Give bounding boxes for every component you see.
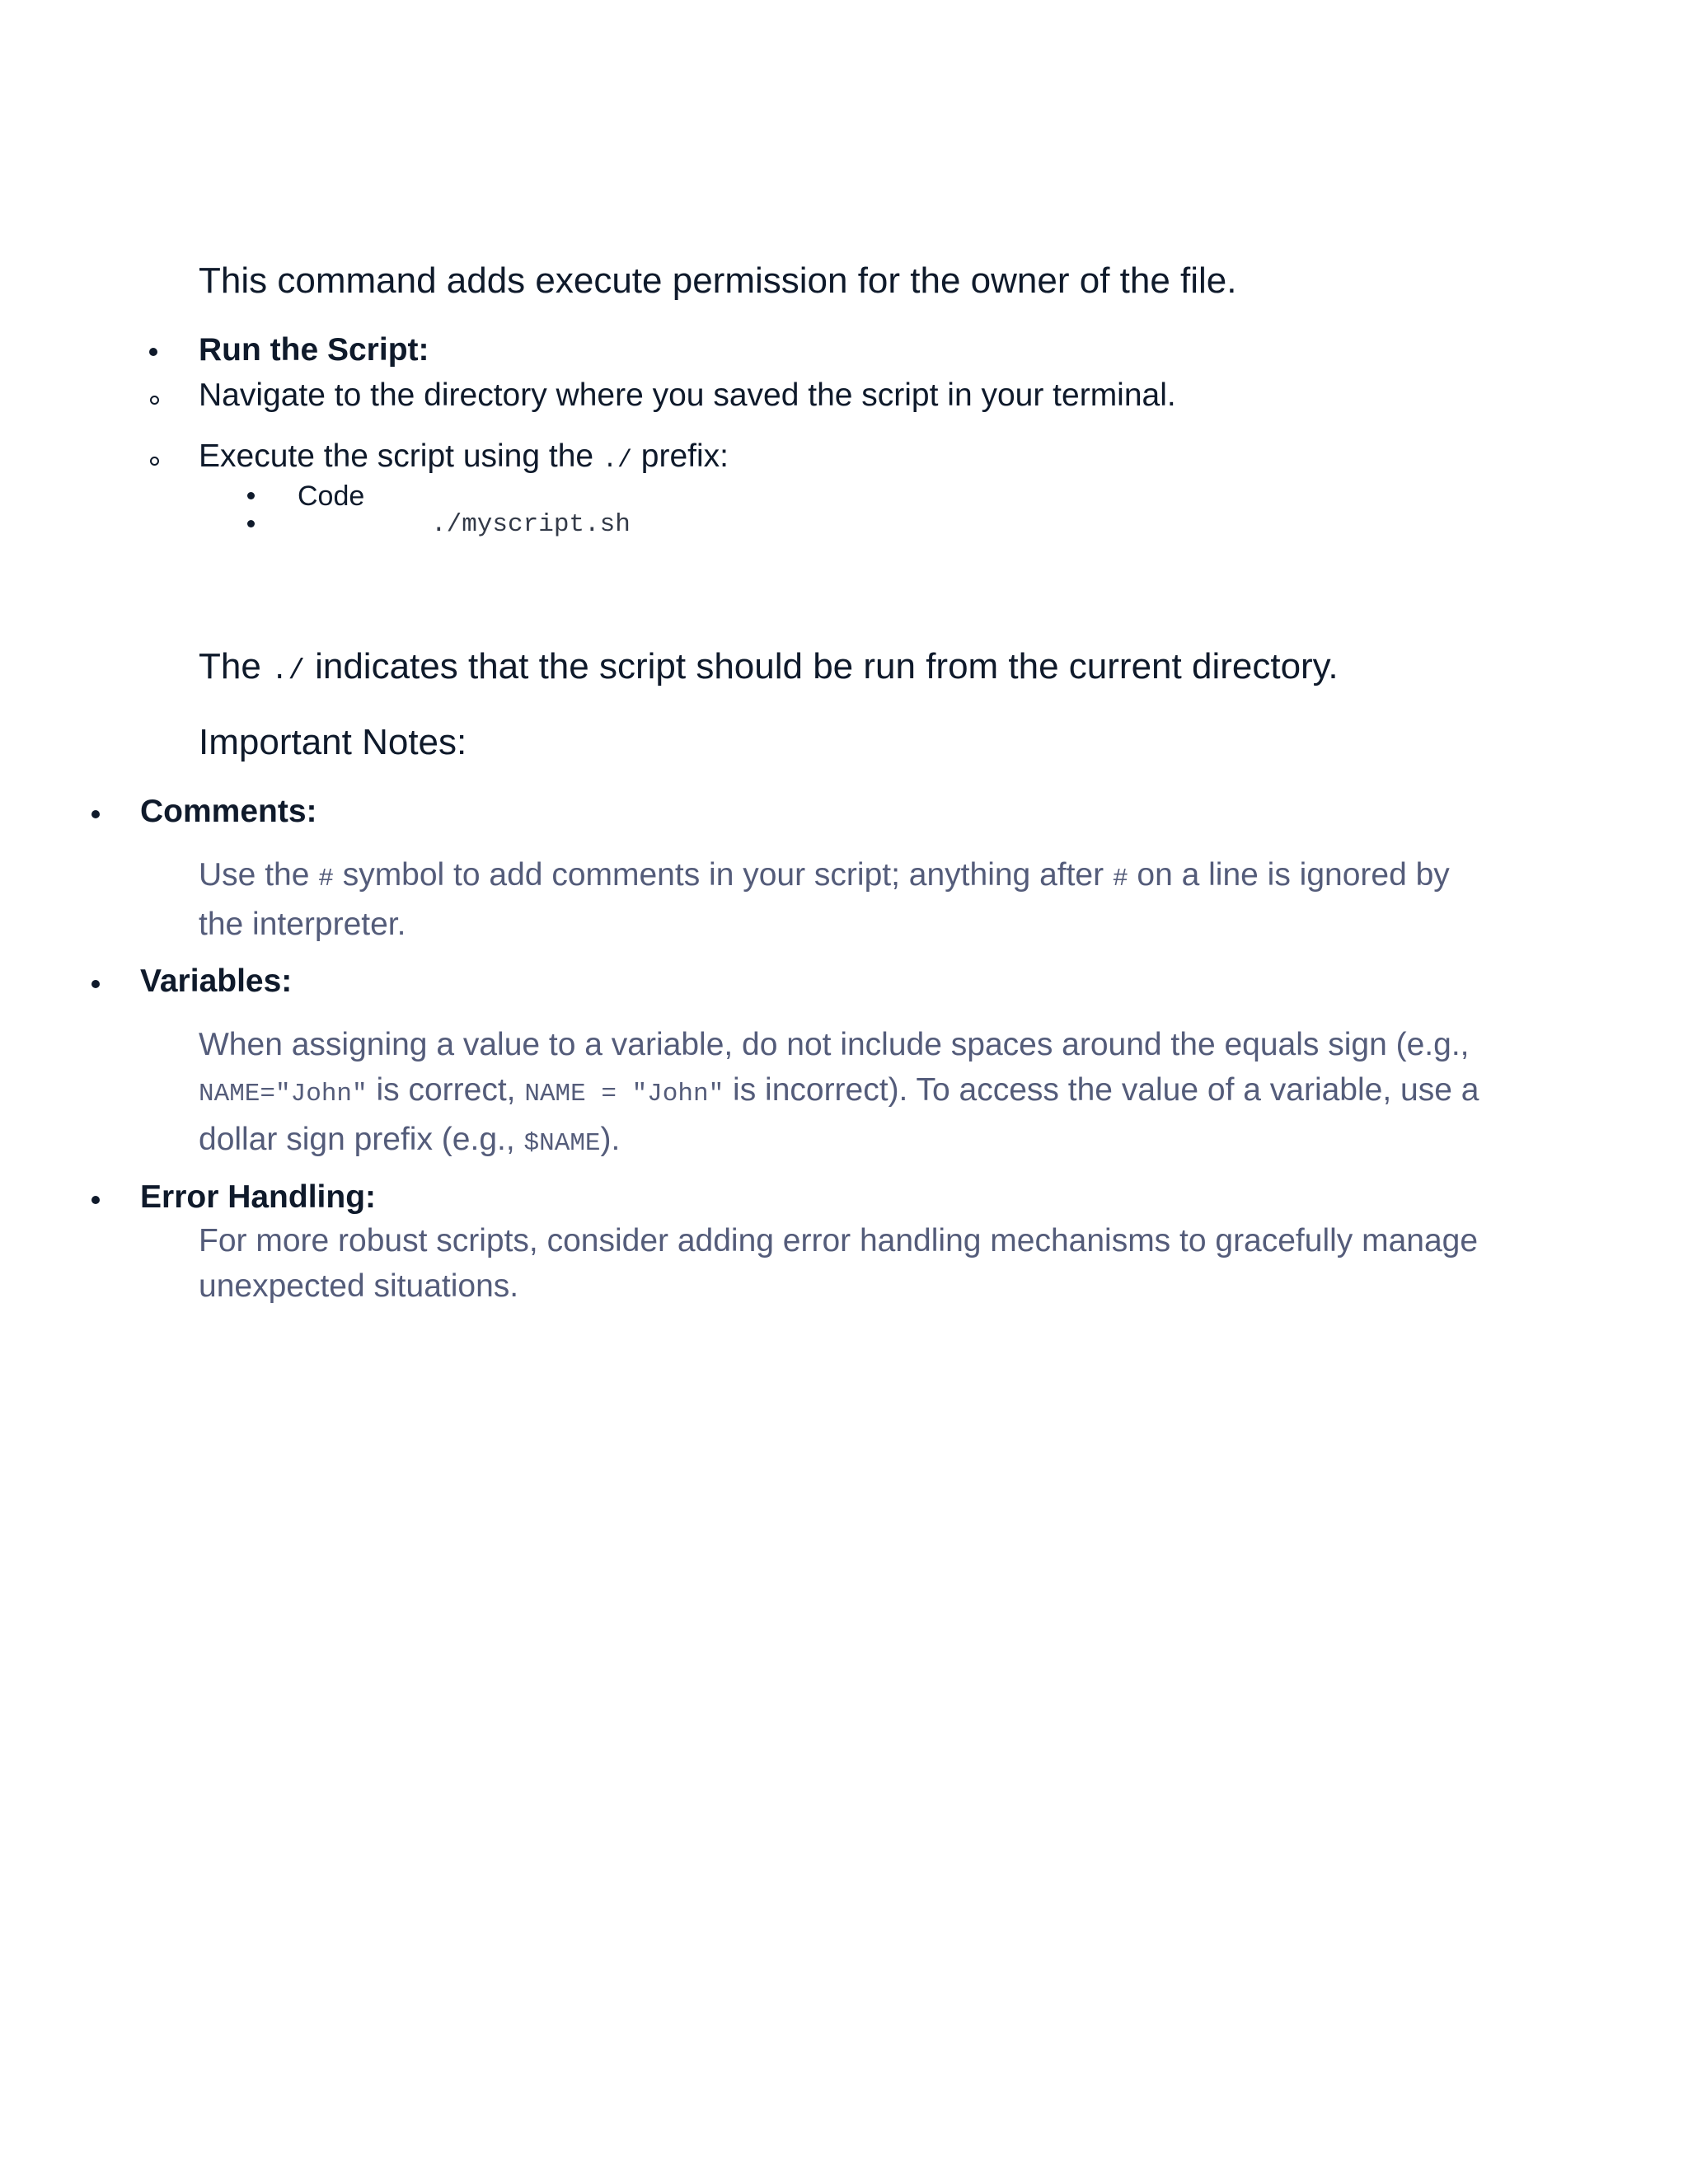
dollar-name-code: $NAME	[523, 1129, 601, 1158]
variables-title: Variables:	[140, 963, 293, 999]
comments-description	[199, 852, 1484, 947]
run-script-heading: Run the Script:	[199, 332, 429, 368]
hash-code: #	[318, 865, 334, 893]
hash-code: #	[1112, 865, 1128, 893]
circle-bullet-icon	[150, 457, 159, 466]
error-handling-title: Error Handling:	[140, 1179, 377, 1215]
dot-slash-code: ./	[271, 656, 305, 687]
circle-bullet-icon	[150, 396, 159, 405]
bullet-icon	[247, 520, 255, 527]
bullet-icon	[149, 348, 157, 356]
variables-text-a: When assigning a value to a variable, do not include spaces around the equals sign (e.g.,	[199, 1027, 1470, 1062]
comments-text-a: Use the	[199, 857, 319, 893]
dot-slash-explanation	[199, 646, 1339, 687]
variables-text-c: is incorrect). To access the value of a variable, use a dollar sign prefix (e.g.,	[199, 1072, 1479, 1157]
run-step-execute-text-a: Execute the script using the	[199, 438, 603, 474]
run-step-navigate: Navigate to the directory where you saved the script in your terminal.	[199, 377, 1176, 413]
error-handling-description: For more robust scripts, consider adding error handling mechanisms to gracefully manage unexpected situations.	[199, 1223, 1479, 1304]
code-label: Code	[298, 480, 365, 512]
bullet-icon	[91, 1196, 100, 1204]
dot-slash-code: ./	[602, 447, 632, 475]
name-assign-correct-code: NAME="John"	[199, 1080, 368, 1108]
run-step-execute	[199, 438, 729, 475]
comments-text-c: on a line is ignored by the interpreter.	[199, 857, 1450, 942]
name-assign-incorrect-code: NAME = "John"	[524, 1080, 724, 1108]
bullet-icon	[91, 980, 100, 988]
variables-text-d: ).	[600, 1122, 621, 1157]
comments-text-b: symbol to add comments in your script; anything after	[333, 857, 1113, 893]
bullet-icon	[247, 492, 255, 499]
variables-text-b: is correct,	[367, 1072, 525, 1108]
code-block-line: ./myscript.sh	[431, 510, 631, 539]
permission-paragraph: This command adds execute permission for the owner of the file.	[199, 260, 1237, 301]
variables-description	[199, 1022, 1484, 1166]
explanation-text-a: The	[199, 646, 272, 687]
bullet-icon	[91, 810, 100, 818]
comments-title: Comments:	[140, 794, 317, 829]
run-step-execute-text-b: prefix:	[631, 438, 729, 474]
explanation-text-b: indicates that the script should be run from the current directory.	[304, 646, 1339, 687]
important-notes-heading: Important Notes:	[199, 722, 467, 762]
